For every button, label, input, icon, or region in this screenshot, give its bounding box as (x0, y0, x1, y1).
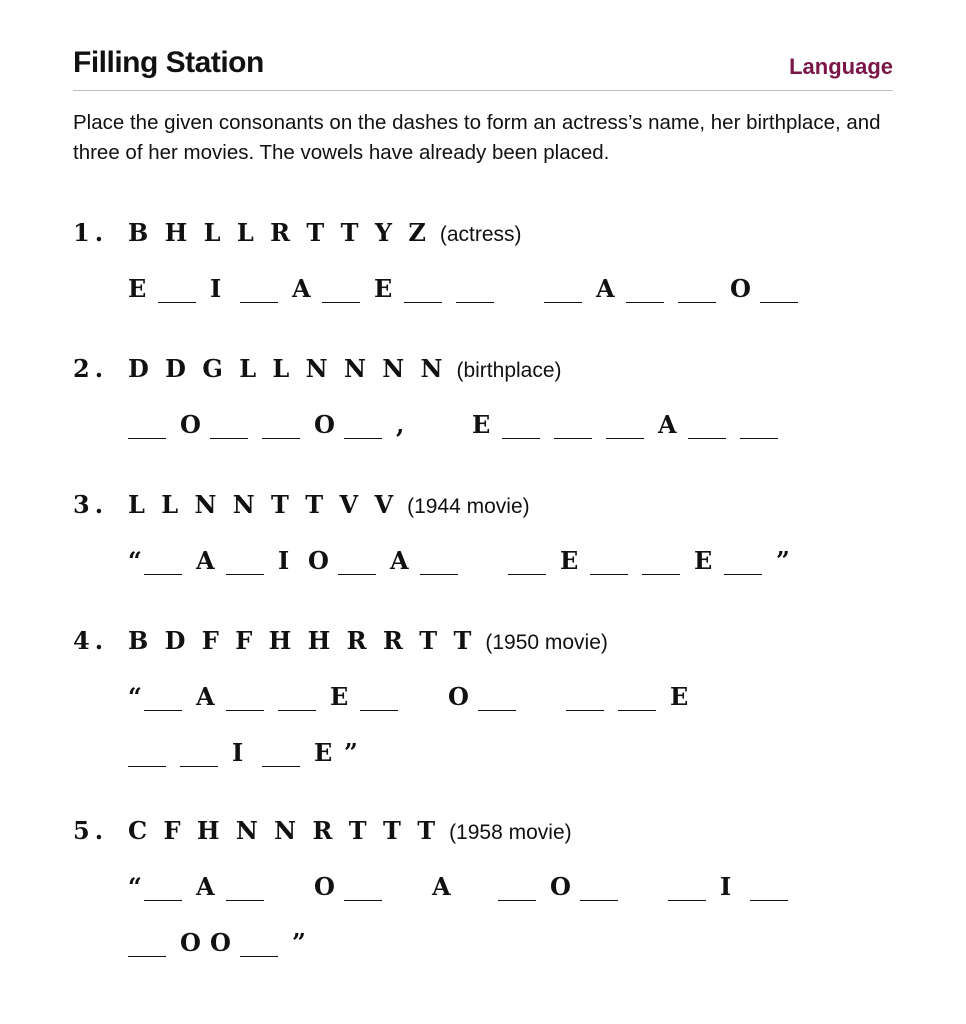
consonant-letters: B H L L R T T Y Z (128, 218, 430, 247)
blank-dash[interactable] (180, 766, 218, 767)
puzzle-hint: (1958 movie) (449, 821, 572, 844)
puzzle-hint: (1944 movie) (407, 495, 530, 518)
vowel-letter: I (720, 872, 732, 901)
blank-dash[interactable] (590, 574, 628, 575)
answer-line (128, 546, 933, 582)
blank-dash[interactable] (278, 710, 316, 711)
blank-dash[interactable] (144, 574, 182, 575)
puzzle-4 (73, 626, 933, 767)
puzzle-5 (73, 816, 933, 957)
vowel-letter: E (472, 410, 491, 439)
answer-line (128, 274, 933, 310)
vowel-letter: O (730, 274, 751, 303)
vowel-letter: A (596, 274, 615, 303)
blank-dash[interactable] (678, 302, 716, 303)
quote-mark: ” (776, 546, 790, 575)
instructions-text: Place the given consonants on the dashes to form an actress’s name, her birthplace, and three of her movies. The vowels have already been placed. (73, 111, 881, 164)
blank-dash[interactable] (688, 438, 726, 439)
vowel-letter: O (314, 410, 335, 439)
vowel-letter: O (448, 682, 469, 711)
blank-dash[interactable] (456, 302, 494, 303)
blank-dash[interactable] (580, 900, 618, 901)
blank-dash[interactable] (544, 302, 582, 303)
blank-dash[interactable] (498, 900, 536, 901)
page-header (73, 44, 893, 91)
blank-dash[interactable] (158, 302, 196, 303)
puzzle-number: 2. (73, 354, 109, 383)
quote-mark: ” (344, 738, 358, 767)
answer-line (128, 410, 933, 446)
puzzle-question (73, 354, 933, 388)
quote-mark: “ (128, 872, 142, 901)
vowel-letter: A (196, 682, 215, 711)
vowel-letter: A (196, 872, 215, 901)
blank-dash[interactable] (240, 302, 278, 303)
vowel-letter: O (308, 546, 329, 575)
vowel-letter: I (278, 546, 290, 575)
puzzle-question (73, 816, 933, 850)
blank-dash[interactable] (262, 438, 300, 439)
vowel-letter: O (180, 928, 201, 957)
blank-dash[interactable] (508, 574, 546, 575)
puzzle-hint: (actress) (439, 223, 522, 246)
blank-dash[interactable] (226, 574, 264, 575)
vowel-letter: I (232, 738, 244, 767)
vowel-letter: E (670, 682, 689, 711)
puzzle-hint: (birthplace) (456, 359, 562, 382)
blank-dash[interactable] (750, 900, 788, 901)
puzzle-number: 1. (73, 218, 109, 247)
answer-line (128, 872, 933, 908)
blank-dash[interactable] (566, 710, 604, 711)
vowel-letter: O (550, 872, 571, 901)
puzzle-number: 3. (73, 490, 109, 519)
vowel-letter: A (292, 274, 311, 303)
given-consonants (128, 626, 608, 655)
vowel-letter: A (658, 410, 677, 439)
vowel-letter: E (560, 546, 579, 575)
vowel-letter: A (432, 872, 451, 901)
blank-dash[interactable] (554, 438, 592, 439)
quote-mark: ” (292, 928, 306, 957)
blank-dash[interactable] (226, 710, 264, 711)
vowel-letter: E (128, 274, 147, 303)
blank-dash[interactable] (128, 956, 166, 957)
puzzle-question (73, 490, 933, 524)
vowel-letter: E (330, 682, 349, 711)
puzzle-hint: (1950 movie) (485, 631, 608, 654)
blank-dash[interactable] (128, 438, 166, 439)
blank-dash[interactable] (642, 574, 680, 575)
puzzle-question (73, 626, 933, 660)
vowel-letter: O (210, 928, 231, 957)
blank-dash[interactable] (344, 438, 382, 439)
quote-mark: “ (128, 682, 142, 711)
blank-dash[interactable] (226, 900, 264, 901)
blank-dash[interactable] (338, 574, 376, 575)
consonant-letters: L L N N T T V V (128, 490, 398, 519)
blank-dash[interactable] (144, 710, 182, 711)
blank-dash[interactable] (668, 900, 706, 901)
puzzle-number: 4. (73, 626, 109, 655)
consonant-letters: B D F F H H R R T T (128, 626, 476, 655)
puzzle-2 (73, 354, 933, 439)
given-consonants (128, 354, 562, 383)
puzzle-1 (73, 218, 933, 303)
blank-dash[interactable] (360, 710, 398, 711)
page-title: Filling Station (73, 46, 264, 79)
puzzle-3 (73, 490, 933, 575)
blank-dash[interactable] (606, 438, 644, 439)
puzzle-number: 5. (73, 816, 109, 845)
blank-dash[interactable] (210, 438, 248, 439)
answer-line (128, 738, 933, 774)
blank-dash[interactable] (344, 900, 382, 901)
consonant-letters: D D G L L N N N N (128, 354, 447, 383)
blank-dash[interactable] (626, 302, 664, 303)
quote-mark: “ (128, 546, 142, 575)
blank-dash[interactable] (128, 766, 166, 767)
blank-dash[interactable] (322, 302, 360, 303)
puzzle-question (73, 218, 933, 252)
blank-dash[interactable] (740, 438, 778, 439)
vowel-letter: E (314, 738, 333, 767)
vowel-letter: E (694, 546, 713, 575)
blank-dash[interactable] (262, 766, 300, 767)
comma-mark: , (396, 410, 405, 439)
vowel-letter: A (390, 546, 409, 575)
category-label: Language (789, 54, 893, 79)
blank-dash[interactable] (404, 302, 442, 303)
blank-dash[interactable] (144, 900, 182, 901)
answer-line (128, 928, 933, 964)
blank-dash[interactable] (760, 302, 798, 303)
given-consonants (128, 490, 530, 519)
blank-dash[interactable] (478, 710, 516, 711)
blank-dash[interactable] (502, 438, 540, 439)
consonant-letters: C F H N N R T T T (128, 816, 440, 845)
blank-dash[interactable] (618, 710, 656, 711)
vowel-letter: A (196, 546, 215, 575)
answer-line (128, 682, 933, 718)
blank-dash[interactable] (240, 956, 278, 957)
given-consonants (128, 816, 572, 845)
given-consonants (128, 218, 522, 247)
vowel-letter: E (374, 274, 393, 303)
blank-dash[interactable] (420, 574, 458, 575)
vowel-letter: I (210, 274, 222, 303)
vowel-letter: O (180, 410, 201, 439)
vowel-letter: O (314, 872, 335, 901)
blank-dash[interactable] (724, 574, 762, 575)
